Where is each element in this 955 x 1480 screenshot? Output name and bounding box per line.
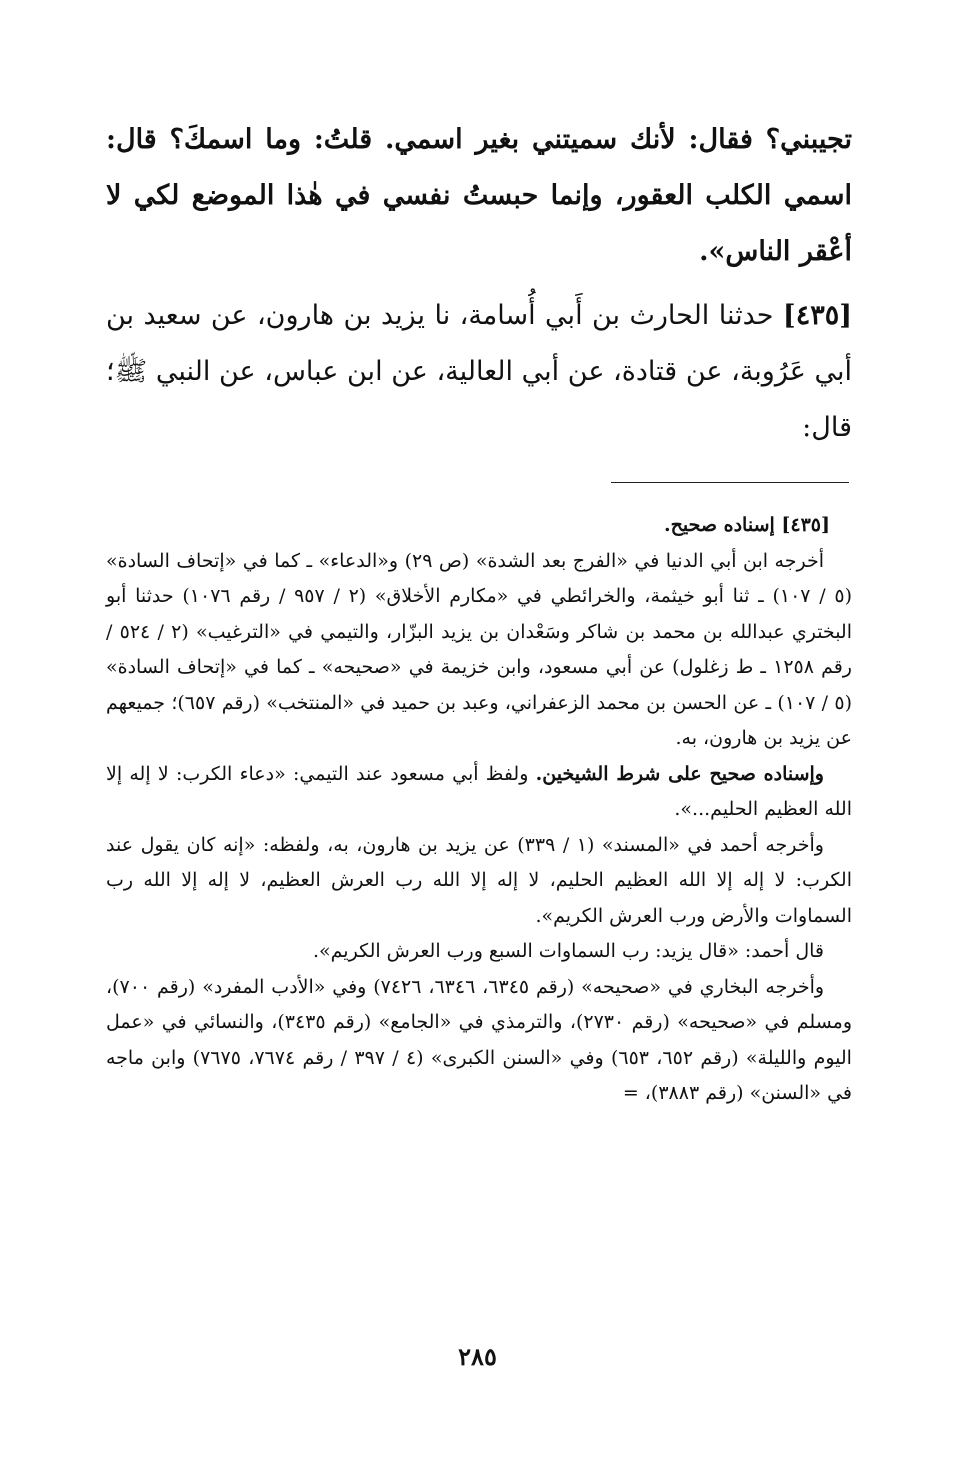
footnote-paragraph-4: قال أحمد: «قال يزيد: رب السماوات السبع ورب العرش الكريم». [313,940,824,962]
main-paragraph-2 [106,288,852,456]
footnote-paragraph-5: وأخرجه البخاري في «صحيحه» (رقم ٦٣٤٥، ٦٣٤٦، ٧٤٢٦) وفي «الأدب المفرد» (رقم ٧٠٠)، ومسلم في «صحيحه» (رقم ٢٧٣٠)، والترمذي في «الجامع» (رقم ٣٤٣٥)، والنسائي في «عمل اليوم والليلة» (رقم ٦٥٢، ٦٥٣) وفي «السنن الكبرى» (٤ / ٣٩٧ / رقم ٧٦٧٤، ٧٦٧٥) وابن ماجه في «السنن» (رقم ٣٨٨٣)، = [106,975,852,1104]
main-text [106,112,852,456]
footnote-divider [611,482,849,483]
footnote-wording: ولفظ أبي مسعود عند التيمي: «دعاء الكرب: لا إله إلا الله العظيم الحليم...». [106,762,852,820]
footnote-heading: [٤٣٥] إسناده صحيح. [664,514,830,536]
hadith-number: [٤٣٥] [782,300,852,331]
page-number: ٢٨٥ [458,1342,497,1371]
footnote-paragraph-3: وأخرجه أحمد في «المسند» (١ / ٣٣٩) عن يزيد بن هارون، به، ولفظه: «إنه كان يقول عند الكرب: لا إله إلا الله العظيم الحليم، لا إله إلا الله رب العرش العظيم، لا إله إلا الله رب السماوات والأرض ورب العرش الكريم». [106,833,852,927]
footnote-verdict: وإسناده صحيح على شرط الشيخين. [535,762,824,785]
footnotes [106,508,852,1112]
footnote-paragraph-2 [106,757,852,828]
main-paragraph-1: تجيبني؟ فقال: لأنك سميتني بغير اسمي. قلتُ: وما اسمكَ؟ قال: اسمي الكلب العقور، وإنما حبستُ نفسي في هٰذا الموضع لكي لا أعْقر الناس». [106,124,852,267]
hadith-text: حدثنا الحارث بن أَبي أُسامة، نا يزيد بن هارون، عن سعيد بن أبي عَرُوبة، عن قتادة، عن أبي العالية، عن ابن عباس، عن النبي ﷺ؛ قال: [106,300,852,443]
footnote-paragraph-1: أخرجه ابن أبي الدنيا في «الفرج بعد الشدة» (ص ٢٩) و«الدعاء» ـ كما في «إتحاف السادة» (٥ / ١٠٧) ـ ثنا أبو خيثمة، والخرائطي في «مكارم الأخلاق» (٢ / ٩٥٧ / رقم ١٠٧٦) حدثنا أبو البختري عبدالله بن محمد بن شاكر وسَعْدان بن يزيد البزّار، والتيمي في «الترغيب» (٢ / ٥٢٤ / رقم ١٢٥٨ ـ ط زغلول) عن أبي مسعود، وابن خزيمة في «صحيحه» ـ كما في «إتحاف السادة» (٥ / ١٠٧) ـ عن الحسن بن محمد الزعفراني، وعبد بن حميد في «المنتخب» (رقم ٦٥٧)؛ جميعهم عن يزيد بن هارون، به. [106,549,853,749]
